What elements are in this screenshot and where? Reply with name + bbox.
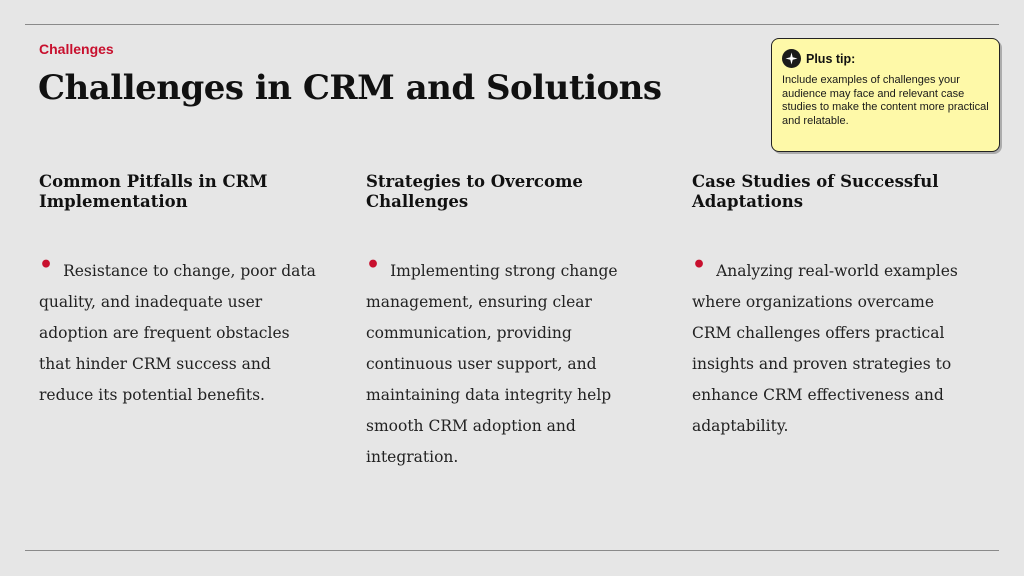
page-title: Challenges in CRM and Solutions bbox=[38, 68, 662, 108]
column-strategies bbox=[366, 172, 646, 473]
column-heading: Strategies to Overcome Challenges bbox=[366, 172, 583, 211]
bottom-divider bbox=[25, 550, 999, 551]
column-body: Implementing strong change management, ensuring clear communication, providing continuous user support, and maintaining data integrity help smooth CRM adoption and integration. bbox=[366, 262, 618, 466]
column-heading: Common Pitfalls in CRM Implementation bbox=[39, 172, 268, 211]
top-divider bbox=[25, 24, 999, 25]
column-case-studies bbox=[692, 172, 972, 442]
bullet-icon: • bbox=[39, 252, 54, 278]
bullet-icon: • bbox=[692, 252, 707, 278]
column-text bbox=[39, 252, 319, 411]
column-heading: Case Studies of Successful Adaptations bbox=[692, 172, 939, 211]
tip-body: Include examples of challenges your audience may face and relevant case studies to make the content more practical and relatable. bbox=[782, 74, 989, 127]
section-eyebrow: Challenges bbox=[39, 41, 114, 57]
column-pitfalls bbox=[39, 172, 319, 411]
column-text bbox=[692, 252, 972, 442]
tip-title: Plus tip: bbox=[806, 51, 856, 66]
tip-header bbox=[782, 49, 989, 68]
bullet-icon: • bbox=[366, 252, 381, 278]
sparkle-icon bbox=[782, 49, 801, 68]
column-text bbox=[366, 252, 646, 473]
column-body: Resistance to change, poor data quality, and inadequate user adoption are frequent obstacles that hinder CRM success and reduce its potential benefits. bbox=[39, 262, 316, 404]
column-body: Analyzing real-world examples where organizations overcame CRM challenges offers practical insights and proven strategies to enhance CRM effectiveness and adaptability. bbox=[692, 262, 958, 435]
plus-tip-callout bbox=[771, 38, 1000, 152]
